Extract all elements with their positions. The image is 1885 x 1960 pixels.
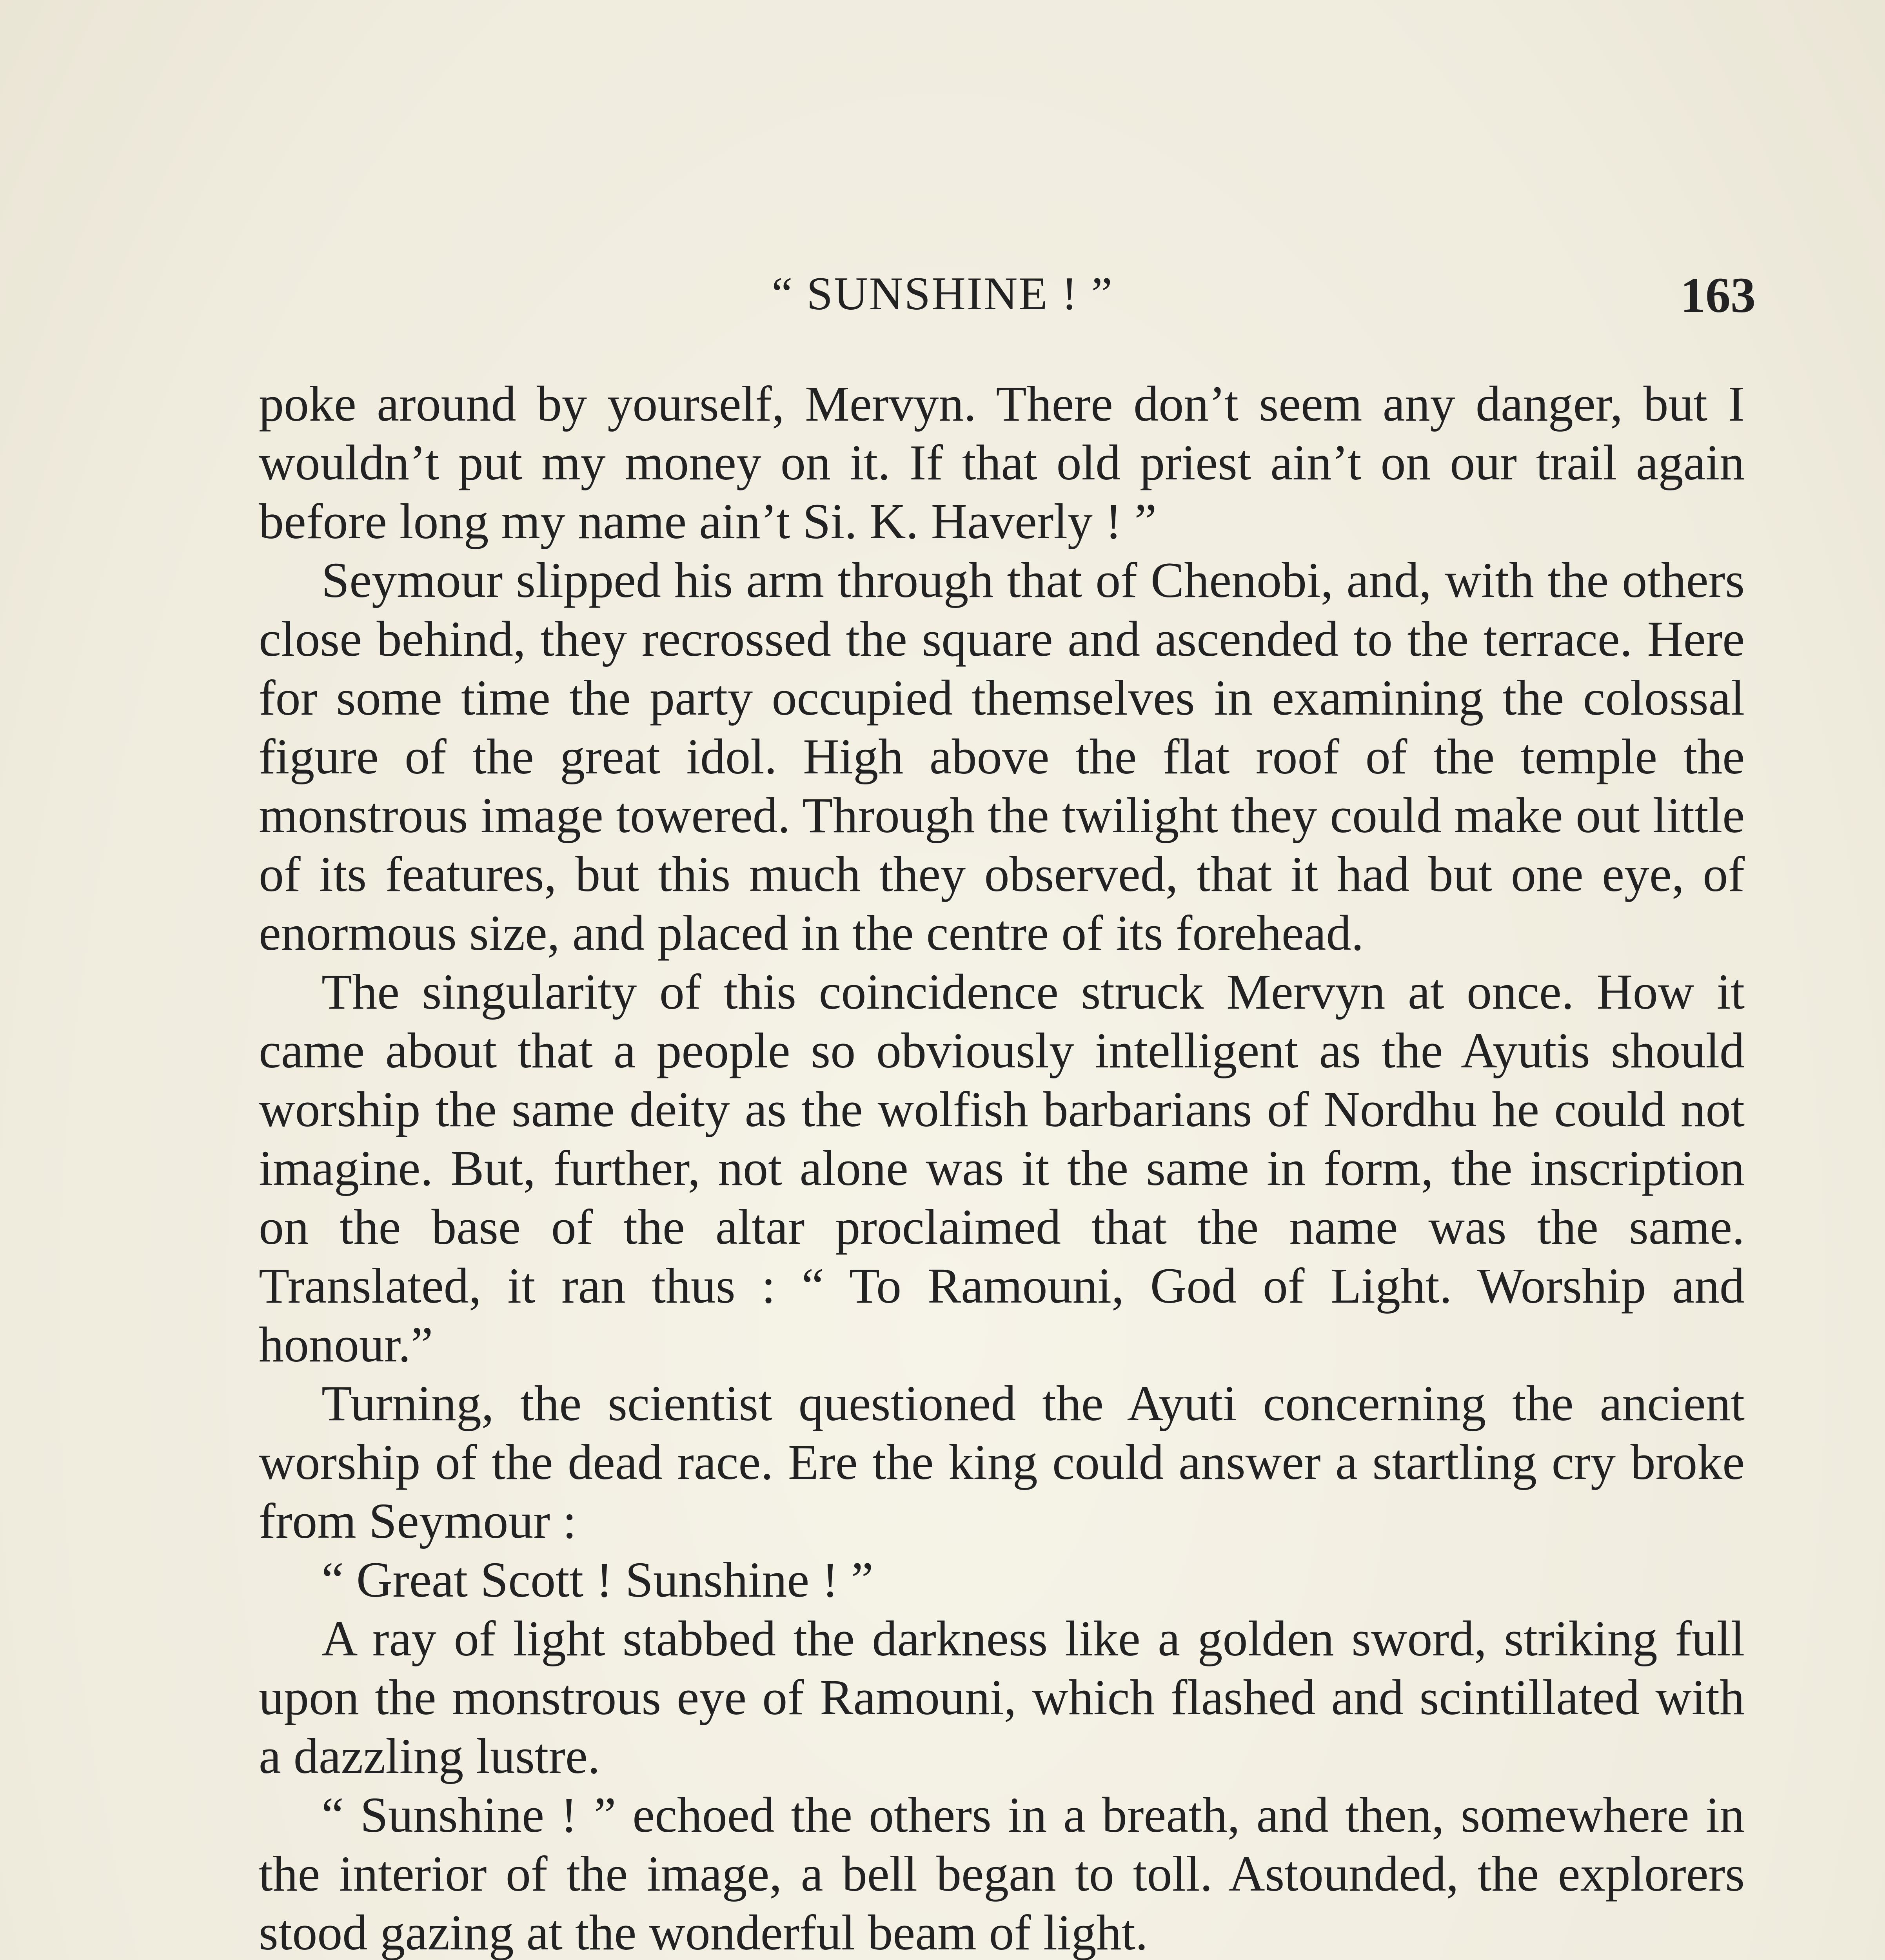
paragraph: poke around by yourself, Mervyn. There don’t seem any danger, but I wouldn’t put my money on it. If that old priest ain’t on our trail again before long my name ain’t Si. K. Haverly ! ” xyxy=(259,376,1745,549)
paragraph: Seymour slipped his arm through that of Chenobi, and, with the others close behind, they recrossed the square and ascended to the terrace. Here for some time the party occupied themselves in examining the colossal figure of the great idol. High above the flat roof of the temple the monstrous image towered. Through the twilight they could make out little of its features, but this much they observed, that it had but one eye, of enormous size, and placed in the centre of its forehead. xyxy=(259,552,1745,961)
paragraph: Turning, the scientist questioned the Ayuti concerning the ancient worship of the dead race. Ere the king could answer a startling cry broke from Seymour : xyxy=(259,1376,1745,1549)
paragraph: “ Great Scott ! Sunshine ! ” xyxy=(321,1552,873,1608)
running-head-title: “ SUNSHINE ! ” xyxy=(772,267,1113,319)
page-number: 163 xyxy=(1680,267,1756,323)
body-text xyxy=(259,374,1745,1960)
paragraph: The singularity of this coincidence struck Mervyn at once. How it came about that a people so obviously intelligent as the Ayutis should worship the same deity as the wolfish barbarians of Nordhu he could not imagine. But, further, not alone was it the same in form, the inscription on the base of the altar proclaimed that the name was the same. Translated, it ran thus : “ To Ramouni, God of Light. Worship and honour.” xyxy=(259,964,1745,1372)
paragraph: “ Sunshine ! ” echoed the others in a breath, and then, somewhere in the interior of the image, a bell began to toll. Astounded, the explorers stood gazing at the wonderful beam of light. xyxy=(259,1787,1745,1960)
paragraph: A ray of light stabbed the darkness like a golden sword, striking full upon the monstrous eye of Ramouni, which flashed and scintillated with a dazzling lustre. xyxy=(259,1611,1745,1784)
